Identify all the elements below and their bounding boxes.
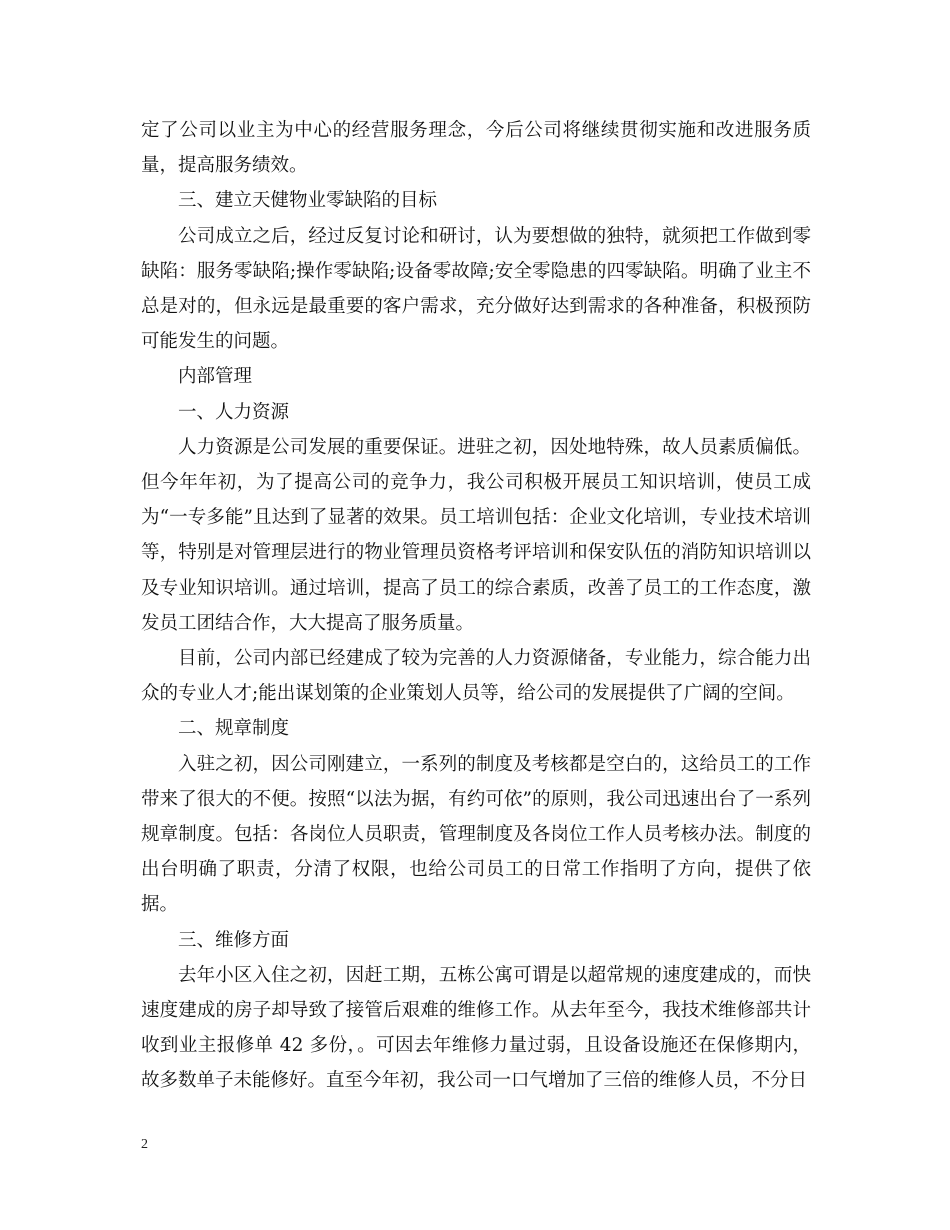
paragraph-rules-regulations: 入驻之初，因公司刚建立，一系列的制度及考核都是空白的，这给员工的工作带来了很大的不便。按照“以法为据，有约可依”的原则，我公司迅速出台了一系列规章制度。包括：各岗位人员职责，管理制度及各岗位工作人员考核办法。制度的出台明确了职责，分清了权限，也给公司员工的日常工作指明了方向，提供了依据。: [141, 753, 811, 916]
paragraph-zero-defect: 公司成立之后，经过反复讨论和研讨，认为要想做的独特，就须把工作做到零缺陷：服务零缺陷;操作零缺陷;设备零故障;安全零隐患的四零缺陷。明确了业主不总是对的，但永远是最重要的客户需求，充分做好达到需求的各种准备，积极预防可能发生的问题。: [141, 225, 811, 353]
document-body: [141, 113, 811, 1099]
paragraph-human-resources: 人力资源是公司发展的重要保证。进驻之初，因处地特殊，故人员素质偏低。但今年年初，为了提高公司的竞争力，我公司积极开展员工知识培训，使员工成为“一专多能”且达到了显著的效果。员工培训包括：企业文化培训，专业技术培训等，特别是对管理层进行的物业管理员资格考评培训和保安队伍的消防知识培训以及专业知识培训。通过培训，提高了员工的综合素质，改善了员工的工作态度，激发员工团结合作，大大提高了服务质量。: [141, 436, 811, 634]
paragraph-service-concept: 定了公司以业主为中心的经营服务理念，今后公司将继续贯彻实施和改进服务质量，提高服务绩效。: [141, 120, 811, 177]
paragraph-talent-reserve: 目前，公司内部已经建成了较为完善的人力资源储备，专业能力，综合能力出众的专业人才;能出谋划策的企业策划人员等，给公司的发展提供了广阔的空间。: [141, 648, 811, 705]
paragraph-maintenance: 去年小区入住之初，因赶工期，五栋公寓可谓是以超常规的速度建成的，而快速度建成的房子却导致了接管后艰难的维修工作。从去年至今，我技术维修部共计收到业主报修单 42 多份，。可因去年维修力量过弱，且设备设施还在保修期内，故多数单子未能修好。直至今年初，我公司一口气增加了三倍的维修人员，不分日: [141, 964, 811, 1092]
heading-internal-management: 内部管理: [178, 366, 253, 388]
page-number: 2: [141, 1137, 148, 1152]
heading-rules-regulations: 二、规章制度: [178, 718, 290, 740]
heading-zero-defect-goal: 三、建立天健物业零缺陷的目标: [178, 190, 438, 212]
heading-human-resources: 一、人力资源: [178, 401, 290, 423]
heading-maintenance: 三、维修方面: [178, 929, 290, 951]
